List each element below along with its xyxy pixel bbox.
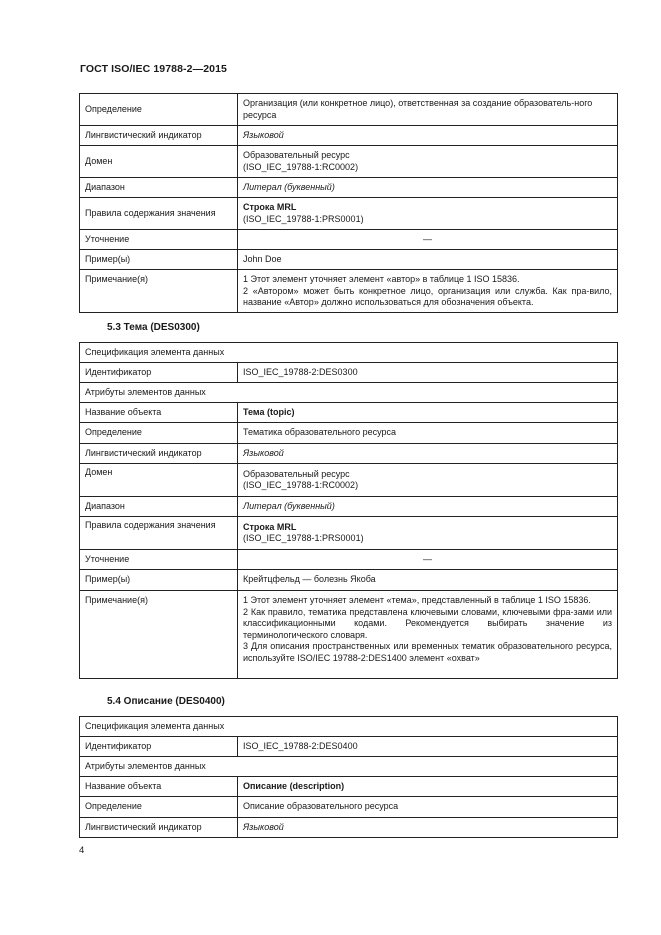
table-row — [80, 230, 618, 250]
note: 1 Этот элемент уточняет элемент «тема», представленный в таблице 1 ISO 15836. — [243, 595, 591, 605]
row-value: — — [238, 230, 618, 250]
table-row — [80, 737, 618, 757]
row-value: Крейтцфельд — болезнь Якоба — [238, 570, 618, 591]
section-title: 5.3 Тема (DES0300) — [107, 322, 200, 333]
table-row — [80, 270, 618, 313]
row-value: Организация (или конкретное лицо), ответственная за создание образователь-ного ресурса — [238, 94, 618, 126]
table-description — [79, 716, 618, 838]
row-value: John Doe — [238, 250, 618, 270]
row-label: Уточнение — [80, 230, 238, 250]
page-number: 4 — [79, 845, 85, 856]
table-continuation — [79, 93, 618, 313]
spec-header: Спецификация элемента данных — [80, 717, 618, 737]
section-title: 5.4 Описание (DES0400) — [107, 696, 225, 707]
table-row — [80, 570, 618, 591]
table-row — [80, 178, 618, 198]
table-row — [80, 198, 618, 230]
row-label: Пример(ы) — [80, 570, 238, 591]
row-value — [238, 591, 618, 679]
row-label: Домен — [80, 464, 238, 497]
value-line: Строка MRL — [243, 521, 297, 532]
table-header-row — [80, 383, 618, 403]
row-value: ISO_IEC_19788-2:DES0300 — [238, 363, 618, 383]
table-row — [80, 94, 618, 126]
row-value — [238, 464, 618, 497]
value-line: (ISO_IEC_19788-1:PRS0001) — [243, 533, 364, 543]
row-value: Языковой — [238, 126, 618, 146]
row-value: Языковой — [238, 444, 618, 464]
table-row — [80, 550, 618, 570]
table-row — [80, 126, 618, 146]
document-header: ГОСТ ISO/IEC 19788-2—2015 — [80, 63, 227, 75]
value-line: Образовательный ресурс — [243, 468, 350, 479]
row-label: Лингвистический индикатор — [80, 818, 238, 838]
value-line: Строка MRL — [243, 202, 297, 212]
note: 2 «Автором» может быть конкретное лицо, организация или служба. Как пра-вило, название «Автор» должно использоваться для обозначения объекта. — [243, 285, 612, 307]
row-value: Литерал (буквенный) — [238, 497, 618, 517]
row-value: Литерал (буквенный) — [238, 178, 618, 198]
value-line: (ISO_IEC_19788-1:RC0002) — [243, 161, 359, 172]
row-value — [238, 517, 618, 550]
table-row — [80, 423, 618, 444]
row-label: Диапазон — [80, 178, 238, 198]
row-label: Название объекта — [80, 777, 238, 797]
row-value: Языковой — [238, 818, 618, 838]
table-header-row — [80, 343, 618, 363]
row-value: Тема (topic) — [238, 403, 618, 423]
value-line: (ISO_IEC_19788-1:PRS0001) — [243, 213, 364, 224]
row-label: Домен — [80, 146, 238, 178]
row-label: Правила содержания значения — [80, 198, 238, 230]
row-value: — — [238, 550, 618, 570]
row-value — [238, 146, 618, 178]
table-row — [80, 497, 618, 517]
row-label: Лингвистический индикатор — [80, 126, 238, 146]
spec-header: Спецификация элемента данных — [80, 343, 618, 363]
note: 1 Этот элемент уточняет элемент «автор» в таблице 1 ISO 15836. — [243, 274, 520, 284]
row-label: Лингвистический индикатор — [80, 444, 238, 464]
row-label: Уточнение — [80, 550, 238, 570]
row-value — [238, 270, 618, 313]
row-label: Определение — [80, 94, 238, 126]
note: 3 Для описания пространственных или временных тематик образовательного ресурса, используйте ISO/IEC 19788-2:DES1400 элемент «охват» — [243, 641, 613, 663]
value-line: (ISO_IEC_19788-1:RC0002) — [243, 480, 359, 490]
table-row — [80, 464, 618, 497]
note: 2 Как правило, тематика представлена ключевыми словами, ключевыми фра-зами или классификационными кодами. Рекомендуется выбирать значение из терминологического словаря. — [243, 606, 613, 640]
value-line: Образовательный ресурс — [243, 150, 350, 160]
row-value — [238, 198, 618, 230]
attr-header: Атрибуты элементов данных — [80, 757, 618, 777]
row-label: Диапазон — [80, 497, 238, 517]
table-row — [80, 444, 618, 464]
row-label: Определение — [80, 423, 238, 444]
table-row — [80, 818, 618, 838]
attr-header: Атрибуты элементов данных — [80, 383, 618, 403]
table-header-row — [80, 757, 618, 777]
table-row — [80, 517, 618, 550]
row-label: Правила содержания значения — [80, 517, 238, 550]
row-label: Идентификатор — [80, 737, 238, 757]
row-label: Примечание(я) — [80, 270, 238, 313]
table-row — [80, 777, 618, 797]
row-label: Определение — [80, 797, 238, 818]
table-row — [80, 591, 618, 679]
row-label: Примечание(я) — [80, 591, 238, 679]
row-label: Идентификатор — [80, 363, 238, 383]
row-value: Описание (description) — [238, 777, 618, 797]
row-value: Описание образовательного ресурса — [238, 797, 618, 818]
row-label: Пример(ы) — [80, 250, 238, 270]
table-header-row — [80, 717, 618, 737]
table-row — [80, 363, 618, 383]
table-topic — [79, 342, 618, 679]
row-value: ISO_IEC_19788-2:DES0400 — [238, 737, 618, 757]
table-row — [80, 146, 618, 178]
row-label: Название объекта — [80, 403, 238, 423]
row-value: Тематика образовательного ресурса — [238, 423, 618, 444]
table-row — [80, 403, 618, 423]
table-row — [80, 250, 618, 270]
table-row — [80, 797, 618, 818]
